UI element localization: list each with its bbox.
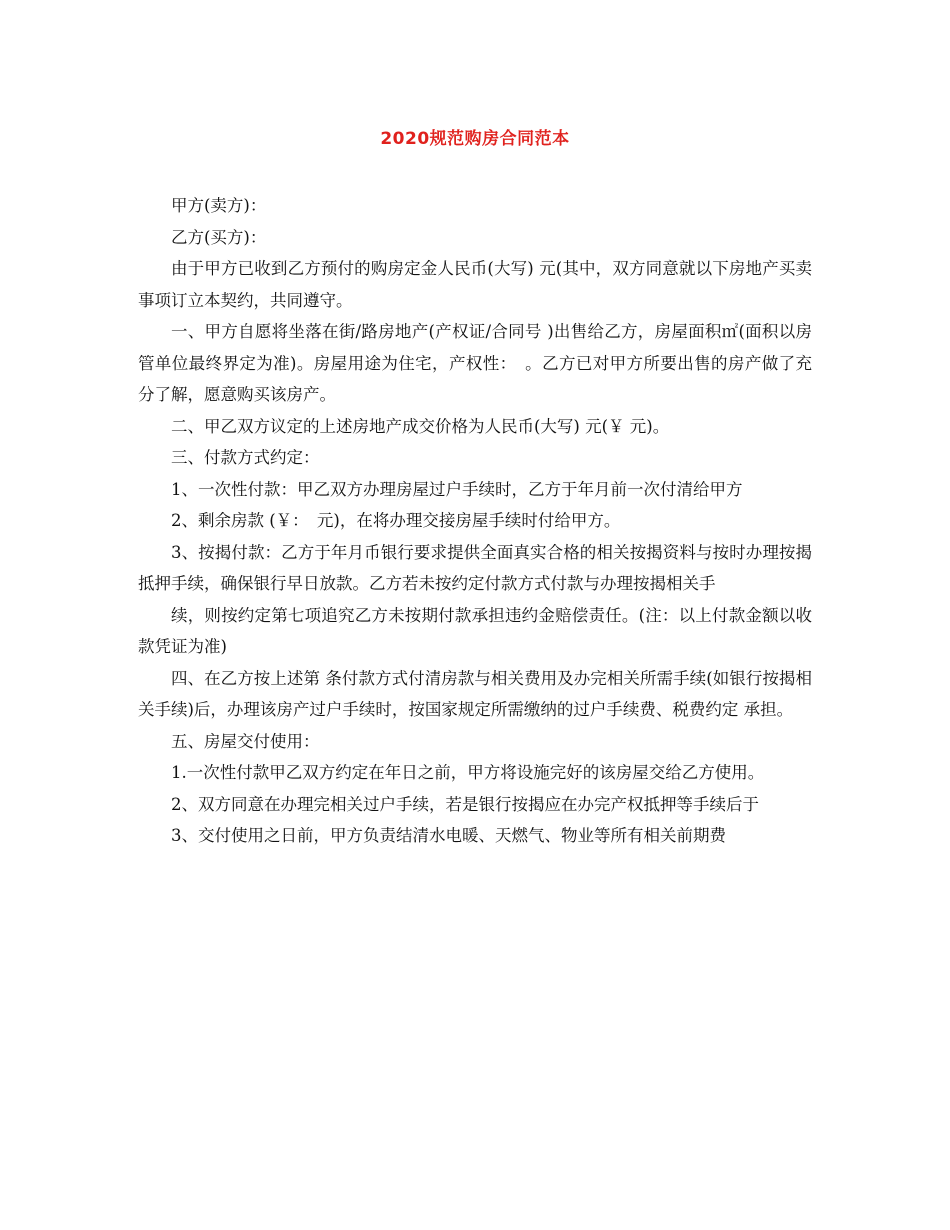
paragraph-clause-4: 四、在乙方按上述第 条付款方式付清房款与相关费用及办完相关所需手续(如银行按揭相关手续)后，办理该房产过户手续时，按国家规定所需缴纳的过户手续费、税费约定 承担。 bbox=[138, 668, 812, 719]
paragraph-clause-5-2: 2、双方同意在办理完相关过户手续，若是银行按揭应在办完产权抵押等手续后于 bbox=[171, 794, 759, 814]
paragraph-clause-3: 三、付款方式约定： bbox=[171, 448, 320, 467]
paragraph-clause-5-3: 3、交付使用之日前，甲方负责结清水电暖、天燃气、物业等所有相关前期费 bbox=[171, 826, 726, 845]
paragraph-clause-2: 二、甲乙双方议定的上述房地产成交价格为人民币(大写) 元(￥ 元)。 bbox=[171, 416, 670, 436]
paragraph-clause-3-3-cont: 续，则按约定第七项追究乙方未按期付款承担违约金赔偿责任。(注：以上付款金额以收款凭证为准) bbox=[138, 605, 812, 656]
paragraph-clause-3-2: 2、剩余房款 (￥： 元)，在将办理交接房屋手续时付给甲方。 bbox=[171, 511, 621, 530]
paragraph-buyer: 乙方(买方)： bbox=[171, 227, 267, 247]
paragraph-seller: 甲方(卖方)： bbox=[171, 196, 267, 215]
paragraph-clause-1: 一、甲方自愿将坐落在街/路房地产(产权证/合同号 )出售给乙方，房屋面积㎡(面积以房管单位最终界定为准)。房屋用途为住宅，产权性： 。乙方已对甲方所要出售的房产做了充分了解，愿意购买该房产。 bbox=[138, 322, 812, 404]
paragraph-clause-5: 五、房屋交付使用： bbox=[171, 731, 320, 751]
paragraph-clause-3-1: 1、一次性付款：甲乙双方办理房屋过户手续时，乙方于年月前一次付清给甲方 bbox=[171, 479, 743, 499]
paragraph-preamble: 由于甲方已收到乙方预付的购房定金人民币(大写) 元(其中，双方同意就以下房地产买卖事项订立本契约，共同遵守。 bbox=[138, 259, 812, 310]
paragraph-clause-5-1: 1.一次性付款甲乙双方约定在年日之前，甲方将设施完好的该房屋交给乙方使用。 bbox=[171, 763, 765, 782]
contract-body bbox=[138, 190, 812, 852]
document-title: 2020规范购房合同范本 bbox=[380, 129, 570, 149]
paragraph-clause-3-3: 3、按揭付款：乙方于年月币银行要求提供全面真实合格的相关按揭资料与按时办理按揭抵押手续，确保银行早日放款。乙方若未按约定付款方式付款与办理按揭相关手 bbox=[138, 542, 812, 593]
